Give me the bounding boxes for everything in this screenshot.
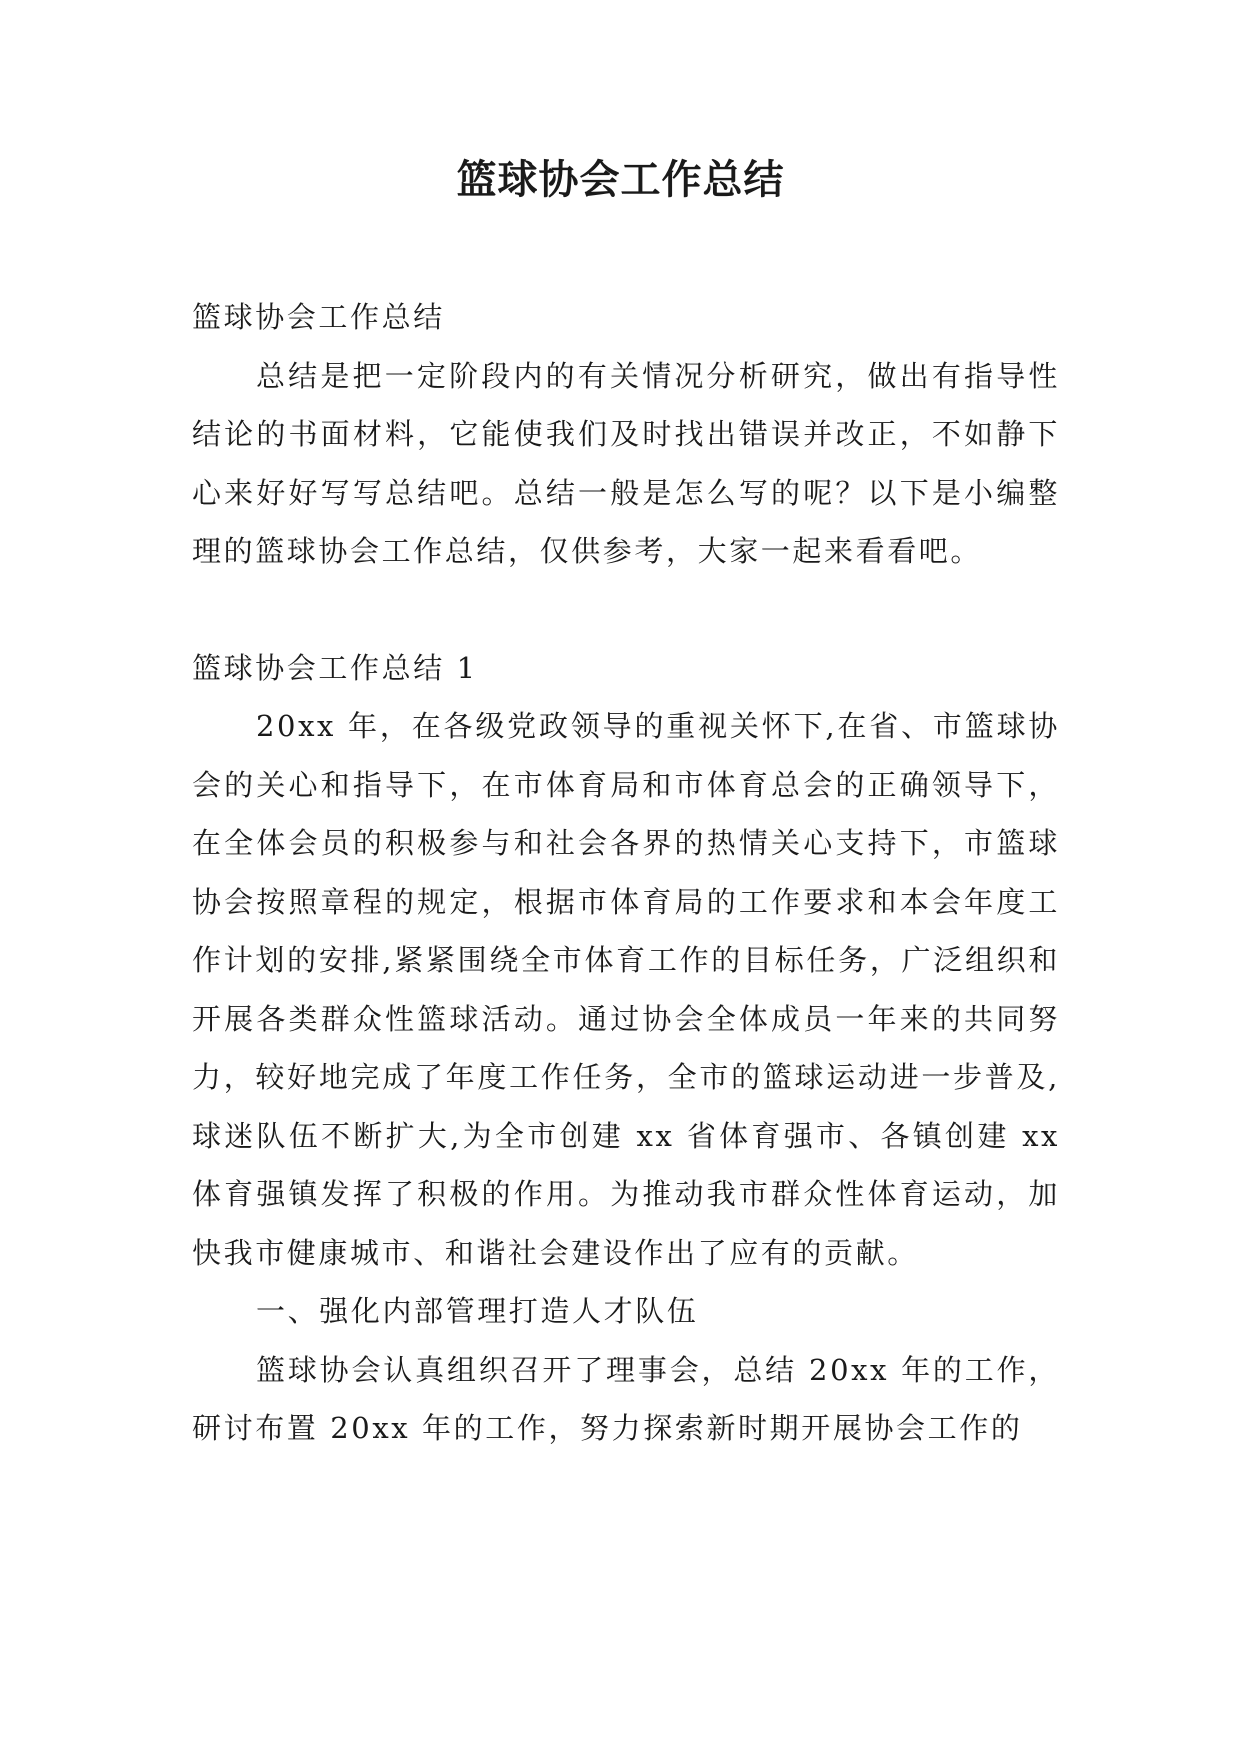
section-1-heading: 篮球协会工作总结 1 xyxy=(192,650,478,685)
intro-paragraph: 总结是把一定阶段内的有关情况分析研究，做出有指导性结论的书面材料，它能使我们及时找出错误并改正，不如静下心来好好写写总结吧。总结一般是怎么写的呢？以下是小编整理的篮球协会工作总结，仅供参考，大家一起来看看吧。 xyxy=(192,358,1060,568)
subheading-internal-management: 一、强化内部管理打造人才队伍 xyxy=(256,1294,699,1328)
section-1-paragraph-2: 篮球协会认真组织召开了理事会，总结 20xx 年的工作，研讨布置 20xx 年的工作，努力探索新时期开展协会工作的 xyxy=(192,1352,1060,1445)
section-1-paragraph-1: 20xx 年，在各级党政领导的重视关怀下,在省、市篮球协会的关心和指导下，在市体育局和市体育总会的正确领导下，在全体会员的积极参与和社会各界的热情关心支持下，市篮球协会按照章程的规定，根据市体育局的工作要求和本会年度工作计划的安排,紧紧围绕全市体育工作的目标任务，广泛组织和开展各类群众性篮球活动。通过协会全体成员一年来的共同努力，较好地完成了年度工作任务，全市的篮球运动进一步普及,球迷队伍不断扩大,为全市创建 xx 省体育强市、各镇创建 xx 体育强镇发挥了积极的作用。为推动我市群众性体育运动，加快我市健康城市、和谐社会建设作出了应有的贡献。 xyxy=(192,709,1060,1270)
document-title: 篮球协会工作总结 xyxy=(456,157,785,203)
intro-heading: 篮球协会工作总结 xyxy=(192,300,445,334)
document-body xyxy=(192,288,1060,1458)
